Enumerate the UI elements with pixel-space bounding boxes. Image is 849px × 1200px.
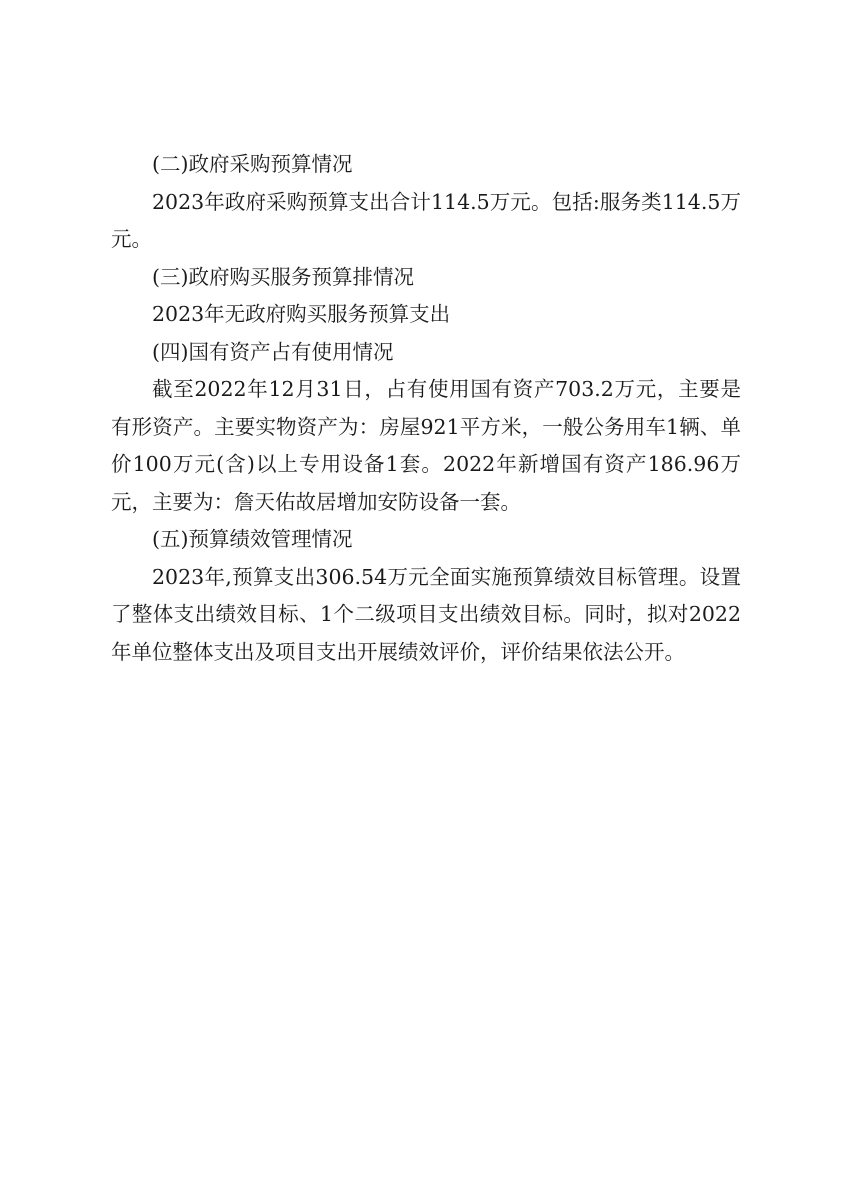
paragraph-purchased-services: 2023年无政府购买服务预算支出 [152, 302, 451, 326]
document-body [111, 146, 741, 671]
section-heading-state-assets: (四)国有资产占有使用情况 [152, 339, 394, 364]
section-heading-government-procurement: (二)政府采购预算情况 [152, 152, 353, 176]
paragraph-state-assets: 截至2022年12月31日，占有使用国有资产703.2万元，主要是有形资产。主要实物资产为：房屋921平方米，一般公务用车1辆、单价100万元(含)以上专用设备1套。2022年新增国有资产186.96万元，主要为：詹天佑故居增加安防设备一套。 [111, 377, 741, 514]
section-heading-purchased-services: (三)政府购买服务预算排情况 [152, 264, 414, 289]
section-heading-performance-management: (五)预算绩效管理情况 [152, 527, 353, 551]
paragraph-government-procurement: 2023年政府采购预算支出合计114.5万元。包括:服务类114.5万元。 [111, 189, 741, 251]
paragraph-performance-management: 2023年,预算支出306.54万元全面实施预算绩效目标管理。设置了整体支出绩效目标、1个二级项目支出绩效目标。同时，拟对2022年单位整体支出及项目支出开展绩效评价，评价结果依法公开。 [111, 564, 741, 664]
